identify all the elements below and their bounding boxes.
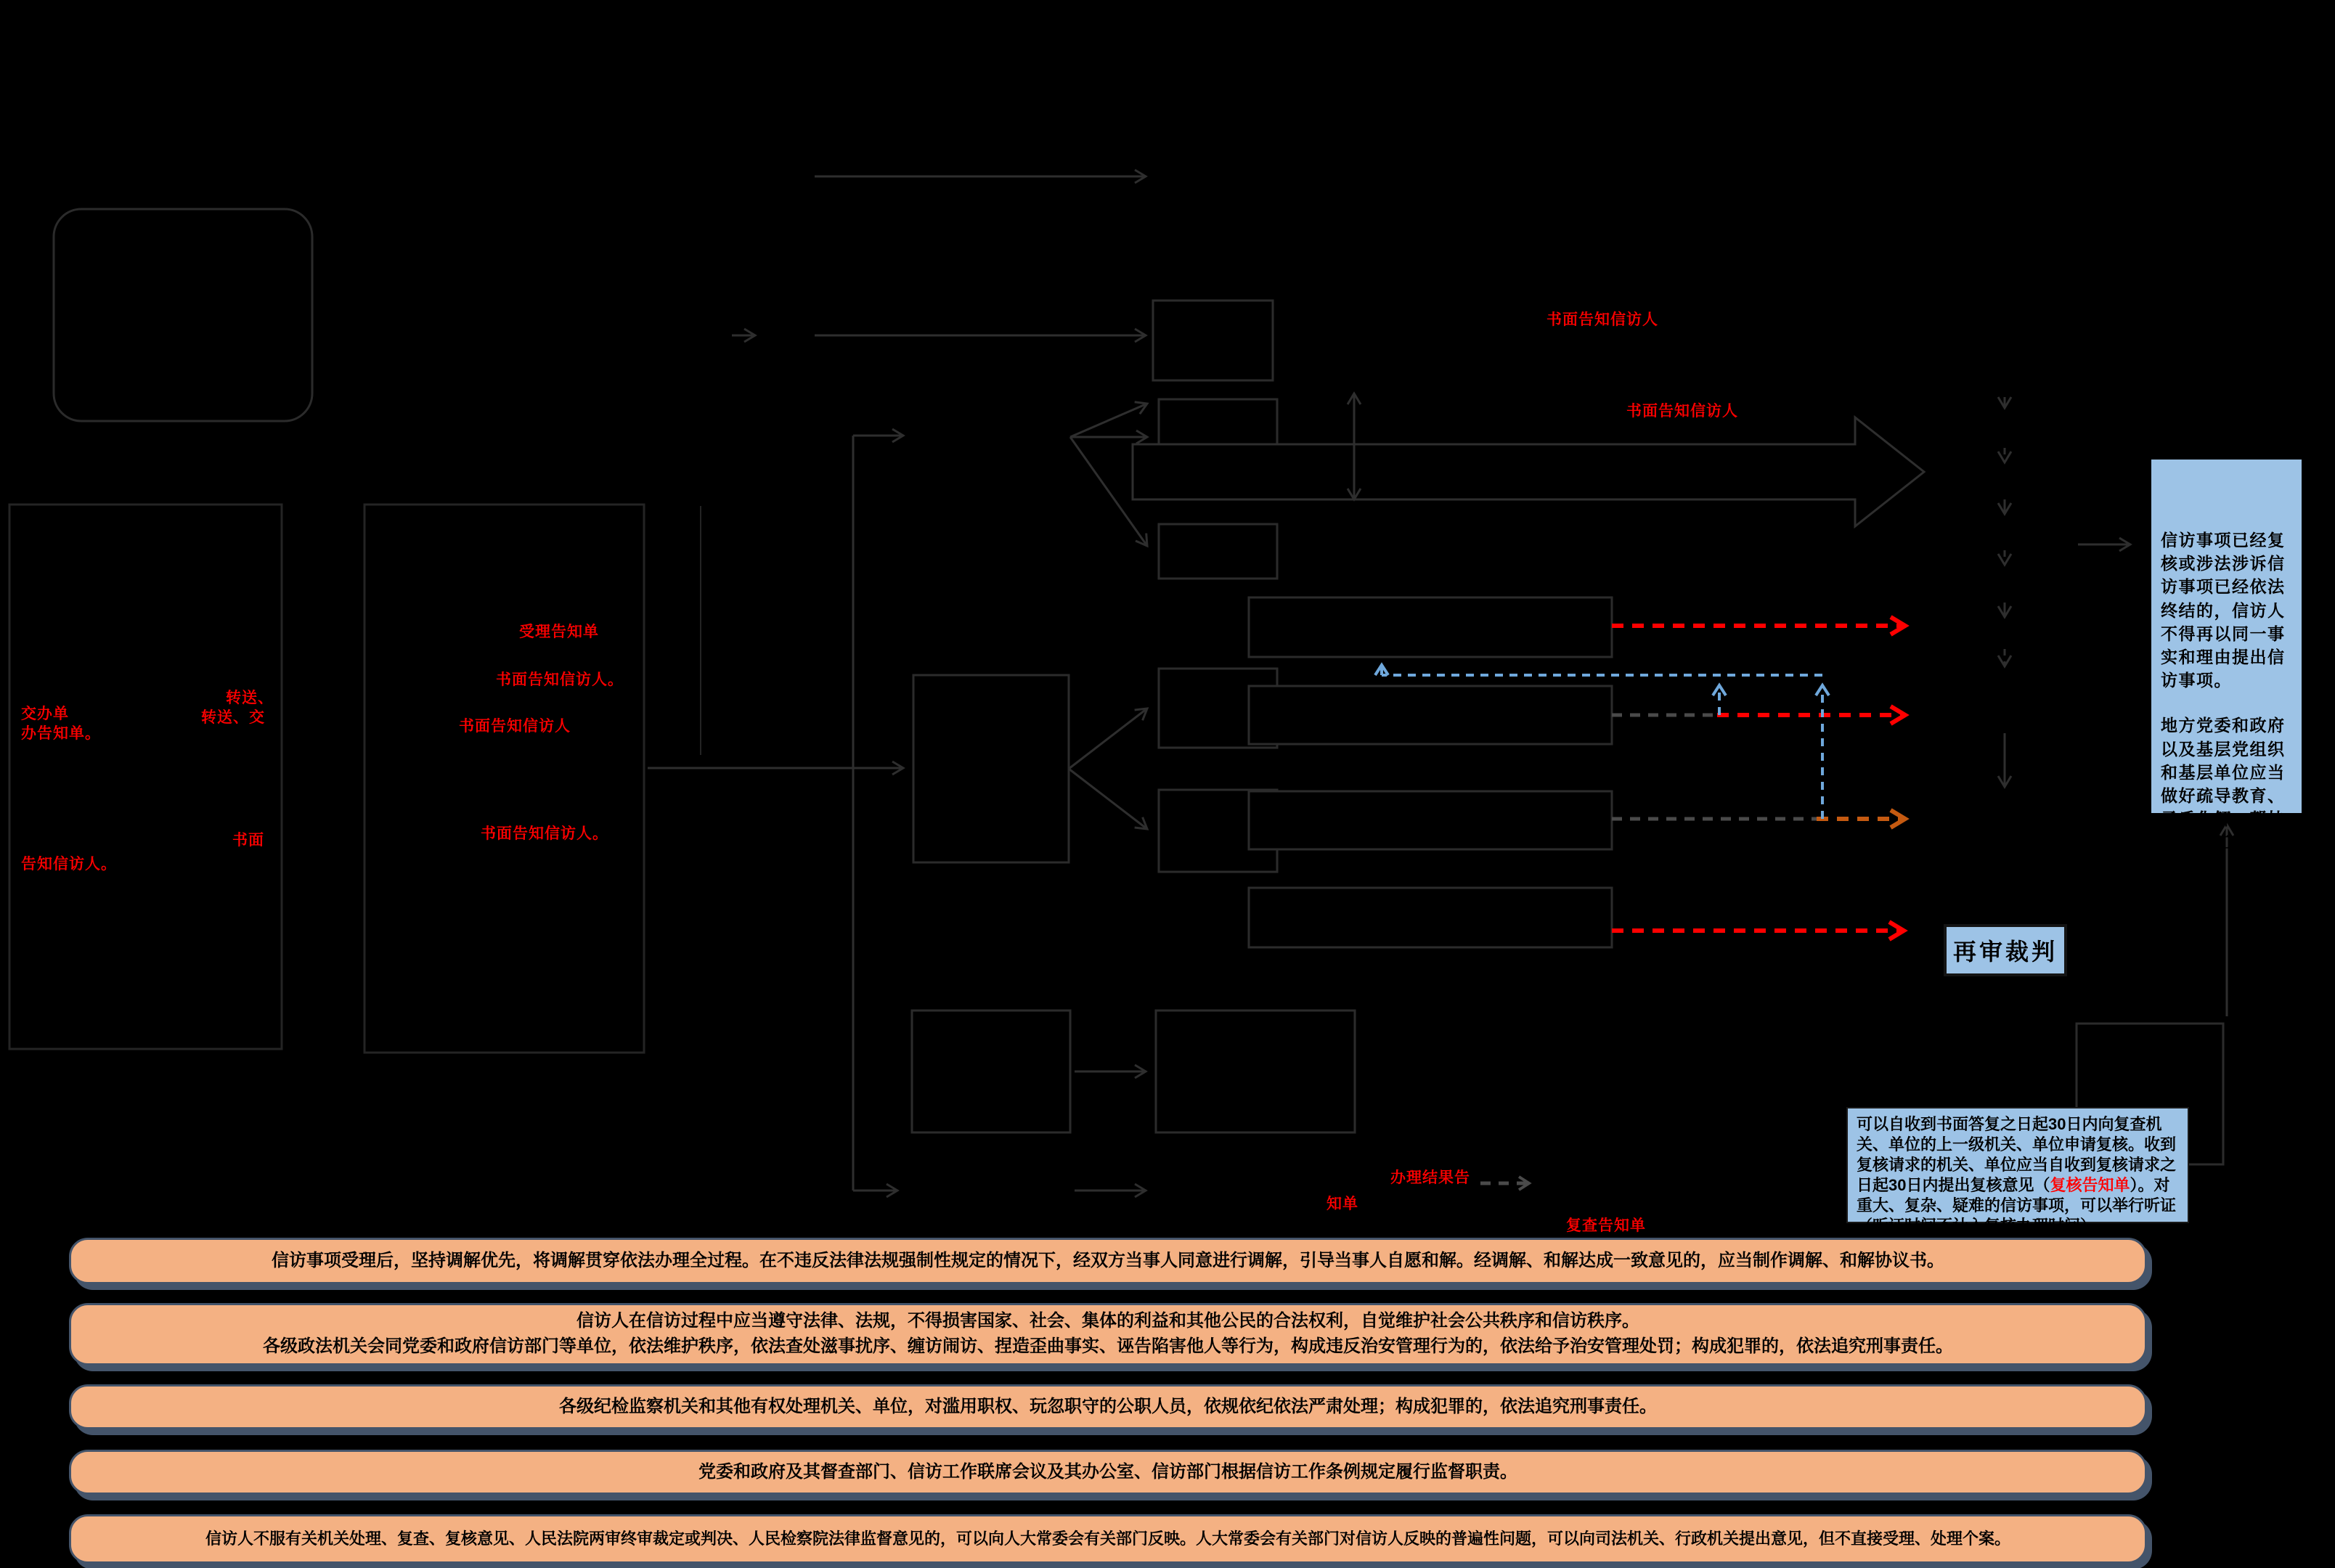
flow-box-row-2 bbox=[1249, 686, 1612, 744]
bottom-bar-mediation bbox=[69, 1238, 2147, 1284]
retrial-label: 再审裁判 bbox=[1952, 939, 2058, 965]
label-written-notify-1: 书面告知信访人。 bbox=[496, 671, 624, 688]
left-outline-box-2 bbox=[364, 505, 644, 1053]
label-result-notice-1: 办理结果告 bbox=[1390, 1169, 1470, 1186]
fan2-up bbox=[1069, 709, 1147, 769]
label-result-notice-2: 知单 bbox=[1327, 1196, 1358, 1212]
recheck-text-post: ）。对重大、复杂、疑难的信访事项，可以举行听证（听证时间不计入复核办理时间）。 bbox=[1857, 1175, 2177, 1235]
start-rounded-box bbox=[54, 209, 312, 421]
bar-line: 信访人不服有关机关处理、复查、复核意见、人民法院两审终审裁定或判决、人民检察院法律监督意见的，可以向人大常委会有关部门反映。人大常委会有关部门对信访人反映的普遍性问题，可以向司法机关、行政机关提出意见，但不直接受理、处理个案。 bbox=[205, 1530, 2010, 1548]
flow-box-row-3 bbox=[1249, 791, 1612, 849]
bottom-bar-discipline bbox=[69, 1384, 2147, 1429]
flow-box-mid-tall bbox=[913, 675, 1069, 862]
termination-note-box bbox=[2151, 460, 2302, 852]
retrial-box bbox=[1944, 924, 2067, 976]
fan1-up bbox=[1070, 404, 1147, 437]
bar-line: 信访人在信访过程中应当遵守法律、法规，不得损害国家、社会、集体的利益和其他公民的合法权利，自觉维护社会公共秩序和信访秩序。 bbox=[576, 1311, 1639, 1331]
label-assign-notice: 办告知单。 bbox=[21, 725, 101, 742]
flow-box-bottom-2 bbox=[1156, 1010, 1355, 1132]
label-written-notify-3: 书面告知信访人。 bbox=[481, 825, 608, 842]
recheck-text-highlight: 复核告知单 bbox=[2050, 1175, 2130, 1194]
flow-box-col2-a bbox=[1153, 301, 1273, 380]
bottom-bar-supervision bbox=[69, 1450, 2147, 1495]
bottom-bar-npc bbox=[69, 1514, 2147, 1564]
bar-line: 党委和政府及其督查部门、信访工作联席会议及其办公室、信访部门根据信访工作条例规定履行监督职责。 bbox=[698, 1461, 1517, 1482]
bar-line: 信访事项受理后，坚持调解优先，将调解贯穿依法办理全过程。在不违反法律法规强制性规定的情况下，经双方当事人同意进行调解，引导当事人自愿和解。经调解、和解达成一致意见的，应当制作调解、和解协议书。 bbox=[272, 1250, 1944, 1270]
flow-box-col2-c bbox=[1159, 524, 1277, 579]
flow-box-row-4 bbox=[1249, 888, 1612, 947]
recheck-text-pre: 可以自收到书面答复之日起30日内向复查机关、单位的上一级机关、单位申请复核。收到复核请求的机关、单位应当自收到复核请求之日起30日内提出复核意见（ bbox=[1857, 1115, 2177, 1194]
label-transfer-2: 转送、交 bbox=[201, 709, 265, 726]
bar-line: 各级纪检监察机关和其他有权处理机关、单位，对滥用职权、玩忽职守的公职人员，依规依纪依法严肃处理；构成犯罪的，依法追究刑事责任。 bbox=[559, 1396, 1657, 1416]
flow-box-row-1 bbox=[1249, 597, 1612, 657]
flow-box-bottom-1 bbox=[912, 1010, 1070, 1132]
bottom-bar-order bbox=[69, 1303, 2147, 1365]
label-notify-petitioner: 告知信访人。 bbox=[21, 856, 117, 873]
label-acceptance-notice: 受理告知单 bbox=[519, 624, 599, 640]
recheck-note-box bbox=[1846, 1107, 2189, 1235]
termination-note-p1: 信访事项已经复核或涉法涉诉信访事项已经依法终结的，信访人不得再以同一事实和理由提出信访事项。 bbox=[2161, 531, 2286, 690]
bar-line: 各级政法机关会同党委和政府信访部门等单位，依法维护秩序，依法查处滋事扰序、缠访闹访、捏造歪曲事实、诬告陷害他人等行为，构成违反治安管理行为的，依法给予治安管理处罚；构成犯罪的，依法追究刑事责任。 bbox=[263, 1336, 1953, 1356]
fan2-down bbox=[1069, 769, 1147, 829]
label-written: 书面 bbox=[232, 832, 264, 849]
label-transfer-1: 转送、 bbox=[226, 690, 274, 706]
label-assign-slip: 交办单 bbox=[21, 706, 69, 722]
label-written-notify-top-1: 书面告知信访人 bbox=[1547, 311, 1658, 328]
termination-note-p2: 地方党委和政府以及基层党组织和基层单位应当做好疏导教育、矛盾化解、帮扶救助等工作。 bbox=[2161, 716, 2286, 852]
label-written-notify-top-2: 书面告知信访人 bbox=[1626, 403, 1738, 420]
left-outline-box-1 bbox=[9, 505, 282, 1049]
label-written-notify-2: 书面告知信访人 bbox=[459, 718, 571, 735]
label-review-notice: 复查告知单 bbox=[1566, 1217, 1646, 1234]
